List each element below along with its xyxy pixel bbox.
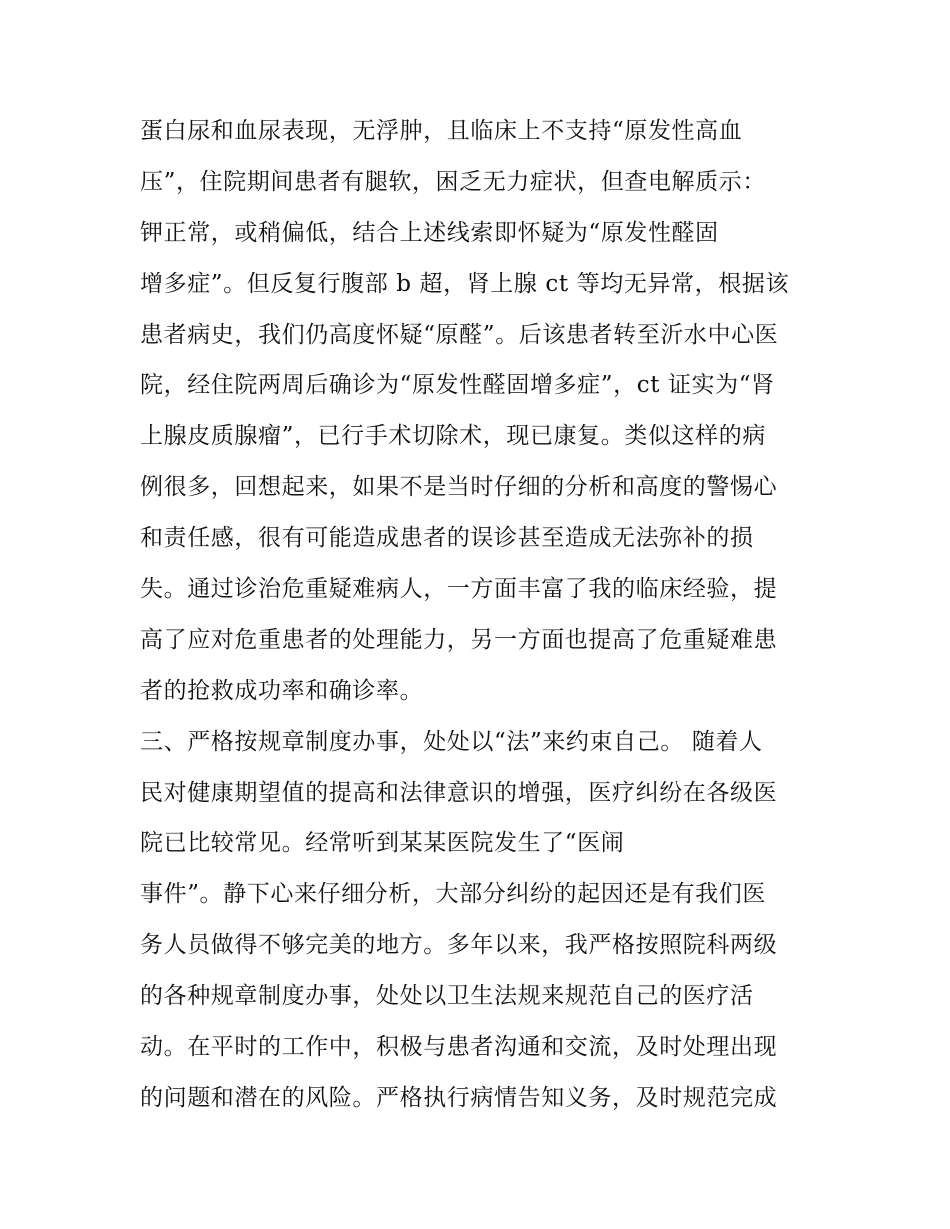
text-line: 上腺皮质腺瘤”，已行手术切除术，现已康复。类似这样的病 — [140, 423, 766, 450]
text-line: 的各种规章制度办事，处处以卫生法规来规范自己的医疗活 — [140, 983, 754, 1010]
text-line: 者的抢救成功率和确诊率。 — [140, 677, 424, 704]
text-line: 患者病史，我们仍高度怀疑“原醛”。后该患者转至沂水中心医 — [140, 321, 779, 348]
text-line: 院，经住院两周后确诊为“原发性醛固增多症”，ct 证实为“肾 — [140, 372, 775, 399]
text-line: 院已比较常见。经常听到某某医院发生了“医闹 — [140, 830, 625, 857]
text-line: 压”，住院期间患者有腿软，困乏无力症状，但查电解质示： — [140, 168, 766, 195]
text-line: 例很多，回想起来，如果不是当时仔细的分析和高度的警惕心 — [140, 474, 778, 501]
text-line: 事件”。静下心来仔细分析，大部分纠纷的起因还是有我们医 — [140, 881, 766, 908]
text-line: 的问题和潜在的风险。严格执行病情告知义务，及时规范完成 — [140, 1084, 778, 1111]
text-line: 民对健康期望值的提高和法律意识的增强，医疗纠纷在各级医 — [140, 779, 778, 806]
text-line: 务人员做得不够完美的地方。多年以来，我严格按照院科两级 — [140, 932, 778, 959]
text-line: 增多症”。但反复行腹部 b 超，肾上腺 ct 等均无异常，根据该 — [140, 270, 790, 297]
body-text — [140, 106, 830, 1124]
text-line: 蛋白尿和血尿表现，无浮肿，且临床上不支持“原发性高血 — [140, 118, 743, 144]
text-line: 动。在平时的工作中，积极与患者沟通和交流，及时处理出现 — [140, 1034, 778, 1061]
text-line: 和责任感，很有可能造成患者的误诊甚至造成无法弥补的损 — [140, 525, 754, 552]
section-heading-line: 三、严格按规章制度办事，处处以“法”来约束自己。 随着人 — [140, 728, 763, 755]
text-line: 钾正常，或稍偏低，结合上述线索即怀疑为“原发性醛固 — [140, 219, 719, 246]
text-line: 失。通过诊治危重疑难病人，一方面丰富了我的临床经验，提 — [140, 576, 778, 603]
text-line: 高了应对危重患者的处理能力，另一方面也提高了危重疑难患 — [140, 626, 778, 653]
